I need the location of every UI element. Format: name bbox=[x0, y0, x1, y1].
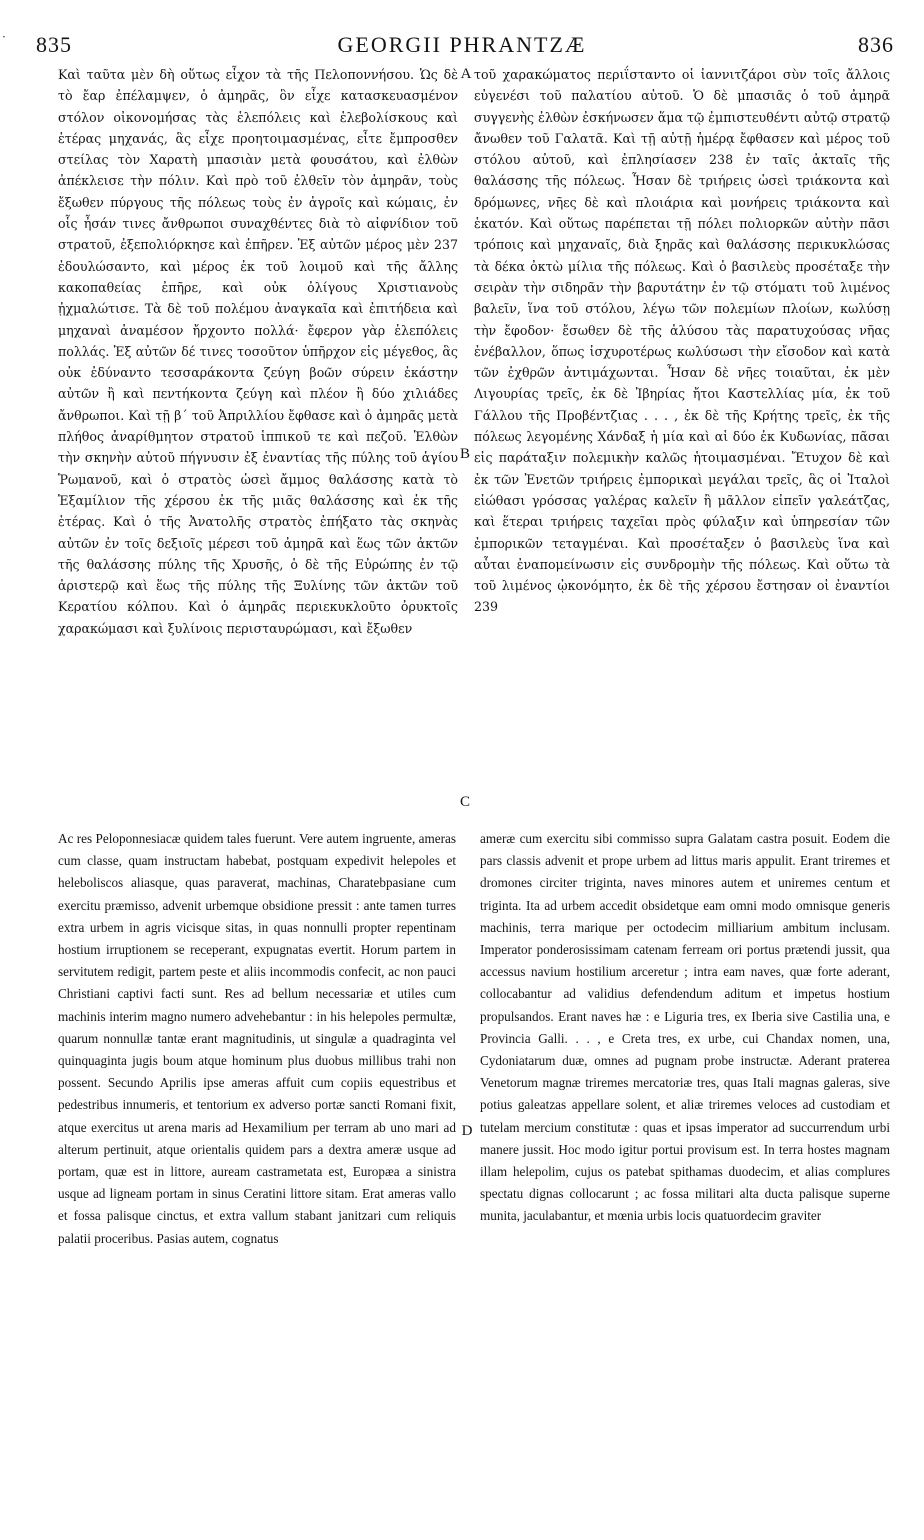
edge-mark: · bbox=[2, 30, 6, 44]
latin-text-right: ameræ cum exercitu sibi commisso supra Galatam castra posuit. Eodem die pars classis advenit et prope urbem ad littus maris appulit. Erant triremes et dromones circiter triginta, naves minores autem et uniremes centum et triginta. Ita ad urbem accedit obsidetque eam omni modo omnisque generis machinis, terra marique per octodecim milliarium ambitum inclusam. Imperator ponderosissimam catenam ferream ori portus prætendi jussit, qua accessus navium hostilium arceretur ; intra eam naves, quæ forte aderant, collocabantur ad validius defendendum aditum et impetus hostium propulsandos. Erant naves hæ : e Liguria tres, ex Iberia sive Castilia una, e Provincia Galli. . . , e Creta tres, ex urbe, cui Chandax nomen, una, Cydoniatarum duæ, omnes ad pugnam probe instructæ. Aderant praterea Venetorum magnæ triremes mercatoriæ tres, quas Itali magnas galeras, sive potius galeatzas appellare solent, et aliæ triremes veloces ad custodiam et tutelam mercium constitutæ : quas et ipsas imperator ad succurrendum urbi manere jussit. Hoc modo igitur portui provisum est. In terra hostes magnam illam helepolim, cujus os patebat spithamas duodecim, et alias complures spectatu dignas collocarunt ; ac fossa militari alta ducta palisque superne munita, jaculabantur, et mœnia urbis locis quatuordecim graviter bbox=[480, 831, 890, 1224]
page-number-left: 835 bbox=[36, 32, 72, 57]
column-divider bbox=[466, 64, 467, 824]
greek-column-right bbox=[474, 64, 890, 824]
latin-text-left: Ac res Peloponnesiacæ quidem tales fuerunt. Vere autem ingruente, ameras cum classe, quam instructam habebat, postquam expedivit helepoles et heleboliscos aliasque, quas paraverat, machinas, Charatebpasiane cum exercitu præmisso, advenit urbemque obsidione pressit : ante tamen turres extra urbem in agris vicisque sitas, in quas nonnulli propter repentinam hostium irruptionem se receperant, expugnatas evertit. Horum partem in servitutem redigit, partem peste et aliis incommodis confecit, ac non pauci Christiani captivi facti sunt. Res ad bellum necessariæ et utiles cum machinis interim magno numero advehebantur : in his helepoles permultæ, quarum nonnullæ tantæ erant magnitudinis, ut singulæ a quadraginta vel quinquaginta jugis boum atque hominum plus duobus millibus trahi non possent. Secundo Aprilis ipse ameras affuit cum copiis equestribus et pedestribus innumeris, et tentorium ex adverso portæ sancti Romani fixit, atque exercitus ut arena maris ad Hexamilium per terram ab uno mari ad alterum pertinuit, atque orientalis quidem pars a dextra ameræ usque ad portam, quæ est in littore, auream castrametata est, Europæa a sinistra usque ad ligneam portam in sinus Ceratini littore sitam. Erat ameras vallo et fossa palisque cinctus, et extra vallum stabant janitzari cum reliquis palatii proceribus. Pasias autem, cognatus bbox=[58, 831, 456, 1246]
greek-text-left: Καὶ ταῦτα μὲν δὴ οὕτως εἶχον τὰ τῆς Πελοποννήσου. Ὡς δὲ τὸ ἔαρ ἐπέλαμψεν, ὁ ἀμηρᾶς, ὃν εἶχε κατασκευασμένον στόλον οἰκονομήσας τὰς ἑλεπόλεις καὶ ἑλεβολίσκους καὶ ἑτέρας μηχανάς, ἃς εἶχε προητοιμασμένας, εἶτε ἔμπροσθεν στείλας τὸν Χαρατὴ μπασιὰν μετὰ φουσάτου, καὶ ἐλθὼν ἀπέκλεισε τὴν πόλιν. Καὶ πρὸ τοῦ ἐλθεῖν τὸν ἀμηρᾶν, τοὺς ἔξωθεν πύργους τῆς πόλεως τοὺς ἐν ἀγροῖς καὶ κώμαις, ἐν οἷς ἦσάν τινες ἄνθρωποι συναχθέντες διὰ τὸ αἰφνίδιον τοῦ στρατοῦ, ἐξεπολιόρκησε καὶ ἐπῆρεν. Ἐξ αὐτῶν μέρος μὲν 237 ἐδουλώσαντο, καὶ μέρος ἐκ τοῦ λοιμοῦ καὶ τῆς ἄλλης κακοπαθείας ἐπῆρε, καὶ οὐκ ὀλίγους Χριστιανοὺς ᾐχμαλώτισε. Τὰ δὲ τοῦ πολέμου ἀναγκαῖα καὶ ἐπιτήδεια καὶ μηχαναὶ ἀναμέσον ἤρχοντο πολλά· ἔφερον γὰρ ἑλεπόλεις πολλάς. Ἐξ αὐτῶν δέ τινες τοσοῦτον ὑπῆρχον εἰς μέγεθος, ἃς οὐκ ἐδύναντο τεσσαράκοντα ζεύγη βοῶν σύρειν ἑκάστην αὐτῶν ἢ καὶ πεντήκοντα ζεύγη καὶ πλέον ἢ δύο χιλιάδες ἄνθρωποι. Καὶ τῇ β΄ τοῦ Ἀπριλλίου ἔφθασε καὶ ὁ ἀμηρᾶς μετὰ πλήθος ἀναρίθμητον στρατοῦ ἱππικοῦ τε καὶ πεζοῦ. Ἐλθὼν τὴν σκηνὴν αὐτοῦ πήγνυσιν ἐξ ἐναντίας τῆς πύλης τοῦ ἁγίου Ῥωμανοῦ, καὶ ὁ στρατὸς ὡσεὶ ἄμμος θαλάσσης κατὰ τὸ Ἑξαμίλιον τῆς χέρσου ἐκ τῆς μιᾶς θαλάσσης καὶ ἐκ τῆς ἑτέρας. Καὶ ὁ τῆς Ἀνατολῆς στρατὸς ἐπήξατο τὰς σκηνὰς αὐτῶν ἐν τοῖς δεξιοῖς μέρεσι τοῦ ἀμηρᾶ καὶ ἕως τῶν ἀκτῶν τῆς θαλάσσης πύλης τῆς Χρυσῆς, ὁ δὲ τῆς Εὐρώπης ἐν τῷ ἀριστερῷ καὶ ἕως τῆς πύλης τῆς Ξυλίνης τῶν ἀκτῶν τοῦ Κερατίου κόλπου. Καὶ ὁ ἀμηρᾶς περιεκυκλοῦτο ὀρυκτοῖς χαρακώμασι καὶ ξυλίνοις περισταυρώμασι, καὶ ἔξωθεν bbox=[58, 67, 458, 636]
running-title: GEORGII PHRANTZÆ bbox=[337, 32, 587, 57]
greek-text-right: τοῦ χαρακώματος περιΐσταντο οἱ ἰαννιτζάροι σὺν τοῖς ἄλλοις εὐγενέσι τοῦ παλατίου αὐτοῦ. Ὁ δὲ μπασιᾶς ὁ τοῦ ἀμηρᾶ συγγενὴς ἐλθὼν ἐσκήνωσεν ἅμα τῷ ἐμπιστευθέντι αὐτῷ στρατῷ ἄνωθεν τοῦ Γαλατᾶ. Καὶ τῇ αὐτῇ ἡμέρᾳ ἔφθασεν καὶ μέρος τοῦ στόλου αὐτοῦ, καὶ ἐπλησίασεν 238 ἐν ταῖς ἀκταῖς τῆς θαλάσσης τῆς πόλεως. Ἦσαν δὲ τριήρεις ὡσεὶ τριάκοντα καὶ δρόμωνες, νῆες δὲ καὶ πλοιάρια καὶ μονήρεις τριάκοντα καὶ ἑκατόν. Καὶ οὕτως παρέπεται τῇ πόλει πολιορκῶν αὐτὴν πᾶσι τρόποις καὶ μηχαναῖς, διὰ ξηρᾶς καὶ θαλάσσης περικυκλώσας τὰ δέκα ὀκτὼ μίλια τῆς πόλεως. Καὶ ὁ βασιλεὺς προσέταξε τὴν σειρὰν τὴν σιδηρᾶν τὴν βαρυτάτην ἐν τῷ στόματι τοῦ λιμένος βαλεῖν, ἵνα τοῦ στόλου, λέγω τῶν πολεμίων πλοίων, κωλύσῃ τὴν ἔφοδον· ἔσωθεν δὲ τῆς ἁλύσου τὰς παρατυχούσας νῆας ἐνέβαλλον, ὅπως ἰσχυροτέρως κωλύσωσι τὴν εἴσοδον καὶ κατὰ τῶν ἐχθρῶν ἀντιμάχωνται. Ἦσαν δὲ νῆες τοιαῦται, ἐκ μὲν Λιγουρίας τρεῖς, ἐκ δὲ Ἰβηρίας ἤτοι Καστελλίας μία, ἐκ τοῦ Γάλλου τῆς Προβέντζιας . . . , ἐκ δὲ τῆς Κρήτης τρεῖς, ἐκ τῆς πόλεως λεγομένης Χάνδαξ ἡ μία καὶ αἱ δύο ἐκ Κυδωνίας, πᾶσαι εἰς παράταξιν πολεμικὴν καλῶς ἡτοιμασμέναι. Ἔτυχον δὲ καὶ ἐκ τῶν Ἐνετῶν τριήρεις ἐμπορικαὶ μεγάλαι τρεῖς, ἃς οἱ Ἰταλοὶ εἰώθασι γρόσσας γαλέρας καλεῖν ἢ μᾶλλον εἰπεῖν γαλεάτζας, καὶ ἕτεραι τριήρεις ταχεῖαι πρὸς φύλαξιν καὶ ὑπηρεσίαν τῶν ἐμπορικῶν τεταγμέναι. Καὶ προσέταξεν ὁ βασιλεὺς ἵνα καὶ αὗται ἐναπομείνωσιν εἰς συνδρομὴν τῆς πόλεως. Καὶ οὕτω τὰ τοῦ λιμένος ᾠκονόμητο, ἐκ δὲ τῆς χέρσου ἔστησαν οἱ ἐναντίοι 239 bbox=[474, 67, 890, 615]
page-number-right: 836 bbox=[858, 32, 894, 57]
greek-column-left bbox=[58, 64, 458, 824]
margin-marker-a: A bbox=[460, 66, 472, 82]
margin-marker-b: B bbox=[459, 446, 470, 462]
latin-column-left bbox=[58, 828, 456, 1518]
margin-marker-c: C bbox=[459, 794, 470, 810]
margin-marker-d: D bbox=[461, 1123, 473, 1139]
running-header bbox=[0, 28, 924, 64]
latin-column-right bbox=[480, 828, 890, 1518]
